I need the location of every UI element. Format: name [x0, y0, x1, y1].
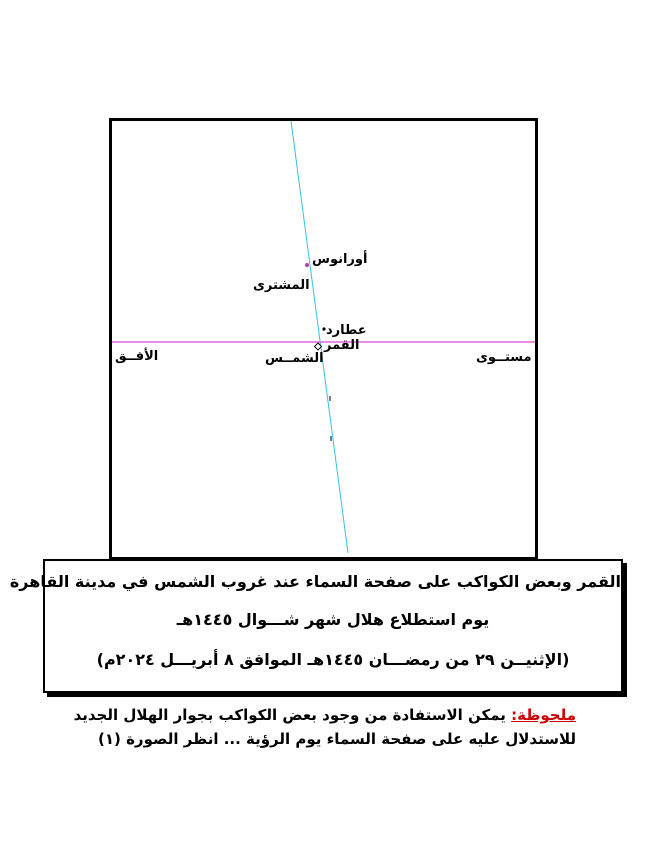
caption-line-1: القمر وبعض الكواكب على صفحة السماء عند غروب الشمس في مدينة القاهرة	[9, 572, 621, 591]
uranus-dot	[305, 263, 309, 267]
jupiter-label: المشترى	[253, 278, 310, 293]
horizon-word-label: الأفــق	[115, 349, 159, 364]
note-line-2	[98, 732, 576, 747]
level-word-label: مستــوى	[476, 350, 532, 365]
sky-chart	[109, 118, 538, 560]
caption-line-2: يوم استطلاع هلال شهر شـــوال ١٤٤٥هـ	[176, 610, 490, 629]
uranus-label: أورانوس	[312, 252, 368, 267]
note-text-2: للاستدلال عليه على صفحة السماء يوم الرؤية ... انظر الصورة (١)	[97, 730, 576, 748]
moon-label: القمر	[324, 338, 360, 353]
note-text-1: يمكن الاستفادة من وجود بعض الكواكب بجوار الهلال الجديد	[73, 706, 512, 724]
caption-line-3: (الإثنيــن ٢٩ من رمضـــان ١٤٤٥هـ الموافق ٨ أبريـــل ٢٠٢٤م)	[96, 650, 570, 669]
sun-label: الشمــس	[265, 351, 324, 366]
note-line-1	[74, 708, 576, 723]
note-label: ملحوظة:	[511, 706, 576, 724]
caption-box	[9, 559, 623, 693]
mercury-label: عطارد	[326, 323, 367, 338]
